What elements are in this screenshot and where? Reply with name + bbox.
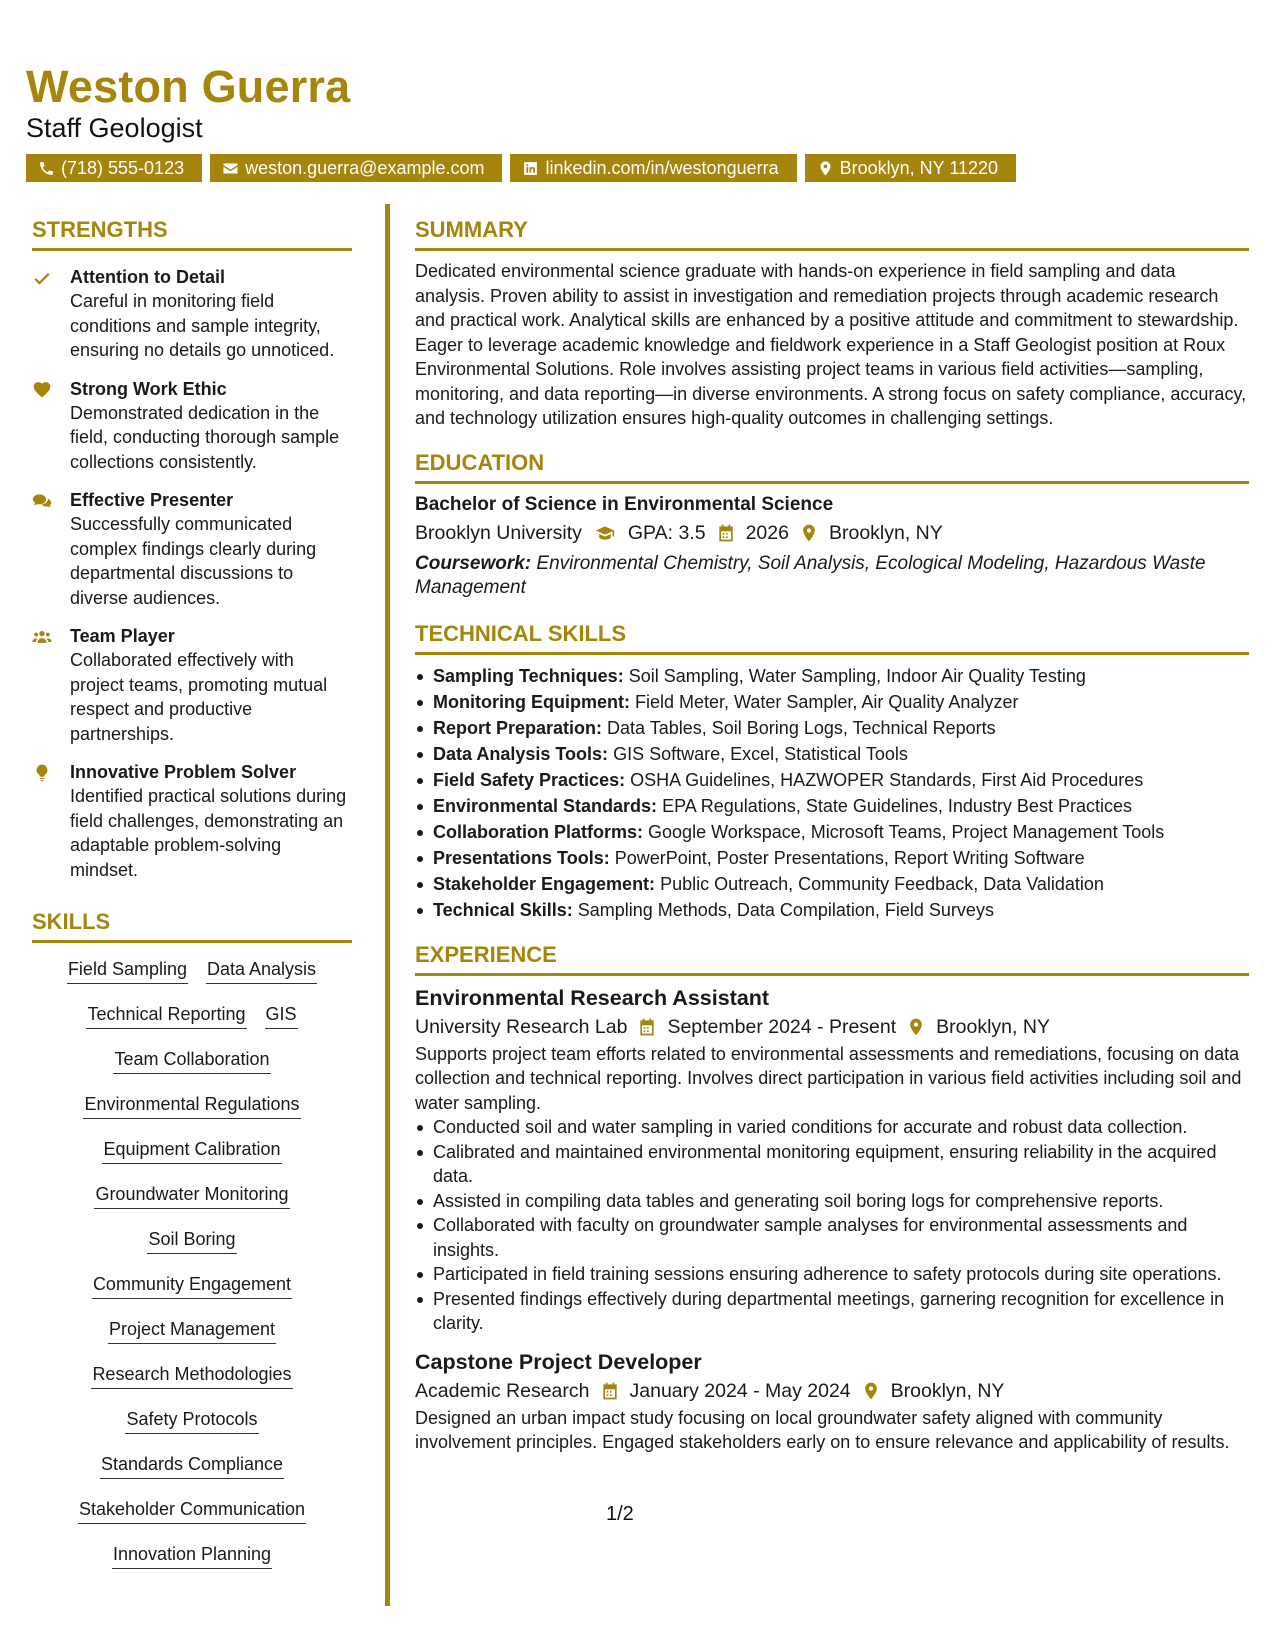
tech-skill-label: Technical Skills:	[433, 899, 573, 920]
check-icon	[32, 268, 52, 288]
tech-skill-item	[415, 897, 1249, 923]
job-description: Designed an urban impact study focusing on local groundwater safety aligned with community involvement principles. Engaged stakeholders early on to ensure relevance and applicability of results.	[415, 1407, 1230, 1452]
skill-tag: Stakeholder Communication	[78, 1497, 306, 1524]
skill-tag: Soil Boring	[147, 1227, 236, 1254]
strength-title: Strong Work Ethic	[70, 378, 227, 399]
tech-skill-value: PowerPoint, Poster Presentations, Report Writing Software	[614, 847, 1085, 868]
tech-skill-value: Sampling Methods, Data Compilation, Field Surveys	[577, 899, 994, 920]
skill-tag: Innovation Planning	[112, 1542, 272, 1569]
strength-desc: Successfully communicated complex findings clearly during departmental discussions to diverse audiences.	[70, 514, 317, 608]
job-bullet: Assisted in compiling data tables and generating soil boring logs for comprehensive reports.	[415, 1189, 1249, 1214]
job-title: Environmental Research Assistant	[415, 985, 770, 1010]
right-column	[415, 216, 1249, 1455]
tech-skill-label: Data Analysis Tools:	[433, 743, 609, 764]
skills-heading: SKILLS	[32, 908, 352, 943]
tech-skill-label: Presentations Tools:	[433, 847, 610, 868]
strength-title: Attention to Detail	[70, 267, 225, 287]
contact-bar	[26, 154, 1016, 182]
tech-skill-value: Field Meter, Water Sampler, Air Quality Analyzer	[634, 691, 1019, 712]
tech-skill-item	[415, 663, 1249, 689]
school-location: Brooklyn, NY	[828, 521, 943, 544]
contact-email[interactable]	[210, 154, 502, 182]
skills-list	[32, 943, 352, 1583]
skill-tag: Safety Protocols	[125, 1407, 258, 1434]
map-pin-icon	[906, 1017, 926, 1037]
tech-skill-value: Google Workspace, Microsoft Teams, Project Management Tools	[648, 821, 1165, 842]
strength-desc: Collaborated effectively with project teams, promoting mutual respect and productive partnerships.	[70, 650, 328, 744]
strength-item	[32, 488, 352, 610]
candidate-name: Weston Guerra	[26, 61, 351, 112]
calendar-icon	[600, 1381, 620, 1401]
tech-skill-item	[415, 767, 1249, 793]
page-number: 1/2	[606, 1503, 634, 1525]
skill-tag: Community Engagement	[92, 1272, 292, 1299]
degree-title: Bachelor of Science in Environmental Science	[415, 493, 834, 515]
tech-skill-value: Soil Sampling, Water Sampling, Indoor Air Quality Testing	[628, 665, 1086, 686]
job-org: University Research Lab	[415, 1015, 628, 1038]
school-name: Brooklyn University	[415, 521, 582, 544]
coursework-label: Coursework:	[415, 552, 532, 574]
job-dates: September 2024 - Present	[667, 1015, 897, 1038]
tech-skill-item	[415, 793, 1249, 819]
tech-skill-label: Sampling Techniques:	[433, 665, 624, 686]
skill-tag: Groundwater Monitoring	[94, 1182, 289, 1209]
calendar-icon	[716, 523, 736, 543]
strength-title: Innovative Problem Solver	[70, 762, 297, 782]
technical-skills-list	[415, 663, 1249, 923]
job-bullet: Participated in field training sessions ensuring adherence to safety protocols during site operations.	[415, 1262, 1249, 1287]
job-description: Supports project team efforts related to environmental assessments and remediations, focusing on data collection and technical reporting. Involves direct participation in various field activities including soil and water sampling.	[415, 1043, 1242, 1113]
coursework	[415, 552, 1249, 600]
job-title: Capstone Project Developer	[415, 1349, 702, 1374]
tech-skill-item	[415, 715, 1249, 741]
education-heading: EDUCATION	[415, 449, 1249, 484]
calendar-icon	[637, 1017, 657, 1037]
tech-skill-value: EPA Regulations, State Guidelines, Industry Best Practices	[662, 795, 1132, 816]
job-location: Brooklyn, NY	[936, 1015, 1050, 1038]
tech-skill-label: Report Preparation:	[433, 717, 603, 738]
skill-tag: Technical Reporting	[86, 1002, 246, 1029]
job-bullet: Conducted soil and water sampling in varied conditions for accurate and robust data collection.	[415, 1115, 1249, 1140]
tech-skill-label: Field Safety Practices:	[433, 769, 626, 790]
gpa-value: GPA: 3.5	[627, 521, 706, 544]
tech-skill-label: Collaboration Platforms:	[433, 821, 644, 842]
strength-item	[32, 624, 352, 746]
map-pin-icon	[799, 523, 819, 543]
map-pin-icon	[817, 160, 834, 177]
contact-phone[interactable]	[26, 154, 202, 182]
tech-skill-item	[415, 871, 1249, 897]
contact-phone-text: (718) 555-0123	[61, 158, 185, 178]
heart-icon	[32, 380, 52, 400]
experience-heading: EXPERIENCE	[415, 941, 1249, 976]
tech-skill-value: GIS Software, Excel, Statistical Tools	[613, 743, 908, 764]
summary-heading: SUMMARY	[415, 216, 1249, 251]
skill-tag: GIS	[265, 1002, 298, 1029]
job-meta	[415, 1376, 1249, 1406]
graduation-year: 2026	[745, 521, 789, 544]
strength-title: Effective Presenter	[70, 490, 234, 510]
skill-tag: Research Methodologies	[91, 1362, 292, 1389]
summary-text: Dedicated environmental science graduate with hands-on experience in field sampling and data analysis. Proven ability to assist in investigation and remediation projects through academic research and practical work. Analytical skills are enhanced by a positive attitude and commitment to stewardship. Eager to leverage academic knowledge and fieldwork experience in a Staff Geologist position at Roux Environmental Solutions. Role involves assisting project teams in various field activities—sampling, monitoring, and data reporting—in diverse environments. A strong focus on safety compliance, accuracy, and technology utilization ensures high-quality outcomes in challenging settings.	[415, 261, 1247, 428]
tech-skill-item	[415, 741, 1249, 767]
users-icon	[32, 627, 52, 647]
skill-tag: Equipment Calibration	[102, 1137, 281, 1164]
tech-skill-label: Monitoring Equipment:	[433, 691, 630, 712]
contact-location-text: Brooklyn, NY 11220	[839, 158, 999, 178]
tech-skill-value: Public Outreach, Community Feedback, Data Validation	[660, 873, 1104, 894]
contact-email-text: weston.guerra@example.com	[245, 158, 485, 178]
strength-item	[32, 760, 352, 882]
skill-tag: Field Sampling	[67, 957, 188, 984]
skill-tag: Environmental Regulations	[83, 1092, 300, 1119]
map-pin-icon	[861, 1381, 881, 1401]
envelope-icon	[222, 160, 239, 177]
strength-title: Team Player	[70, 626, 175, 646]
phone-icon	[38, 160, 55, 177]
strength-desc: Demonstrated dedication in the field, conducting thorough sample collections consistently.	[70, 402, 340, 472]
job-meta	[415, 1012, 1249, 1042]
skill-tag: Data Analysis	[206, 957, 317, 984]
tech-skill-label: Stakeholder Engagement:	[433, 873, 656, 894]
skill-tag: Project Management	[108, 1317, 276, 1344]
tech-skill-item	[415, 689, 1249, 715]
comments-icon	[32, 491, 52, 511]
candidate-title: Staff Geologist	[26, 113, 203, 143]
job-bullets	[415, 1115, 1249, 1336]
strength-desc: Identified practical solutions during field challenges, demonstrating an adaptable problem-solving mindset.	[70, 786, 347, 880]
contact-location[interactable]	[805, 154, 1016, 182]
strength-item	[32, 265, 352, 363]
strengths-heading: STRENGTHS	[32, 216, 352, 251]
tech-skill-value: OSHA Guidelines, HAZWOPER Standards, First Aid Procedures	[630, 769, 1144, 790]
contact-linkedin[interactable]	[510, 154, 796, 182]
tech-skill-value: Data Tables, Soil Boring Logs, Technical Reports	[607, 717, 996, 738]
education-meta	[415, 518, 1249, 548]
tech-skill-label: Environmental Standards:	[433, 795, 658, 816]
column-divider	[385, 204, 390, 1606]
tech-skill-item	[415, 819, 1249, 845]
graduation-cap-icon	[592, 523, 618, 543]
job-bullet: Calibrated and maintained environmental monitoring equipment, ensuring reliability in the acquired data.	[415, 1140, 1249, 1189]
skill-tag: Team Collaboration	[113, 1047, 270, 1074]
job-bullet: Collaborated with faculty on groundwater sample analyses for environmental assessments and insights.	[415, 1213, 1249, 1262]
linkedin-icon	[522, 160, 539, 177]
skill-tag: Standards Compliance	[100, 1452, 284, 1479]
strength-item	[32, 377, 352, 475]
job-location: Brooklyn, NY	[890, 1379, 1005, 1402]
strength-desc: Careful in monitoring field conditions and sample integrity, ensuring no details go unnoticed.	[70, 291, 335, 360]
technical-skills-heading: TECHNICAL SKILLS	[415, 620, 1249, 655]
job-org: Academic Research	[415, 1379, 590, 1402]
left-column	[32, 216, 352, 1583]
lightbulb-icon	[32, 763, 52, 783]
tech-skill-item	[415, 845, 1249, 871]
job-bullet: Presented findings effectively during departmental meetings, garnering recognition for excellence in clarity.	[415, 1287, 1249, 1336]
contact-linkedin-text: linkedin.com/in/westonguerra	[545, 158, 779, 178]
coursework-list: Environmental Chemistry, Soil Analysis, Ecological Modeling, Hazardous Waste Management	[415, 552, 1206, 598]
job-dates: January 2024 - May 2024	[629, 1379, 851, 1402]
